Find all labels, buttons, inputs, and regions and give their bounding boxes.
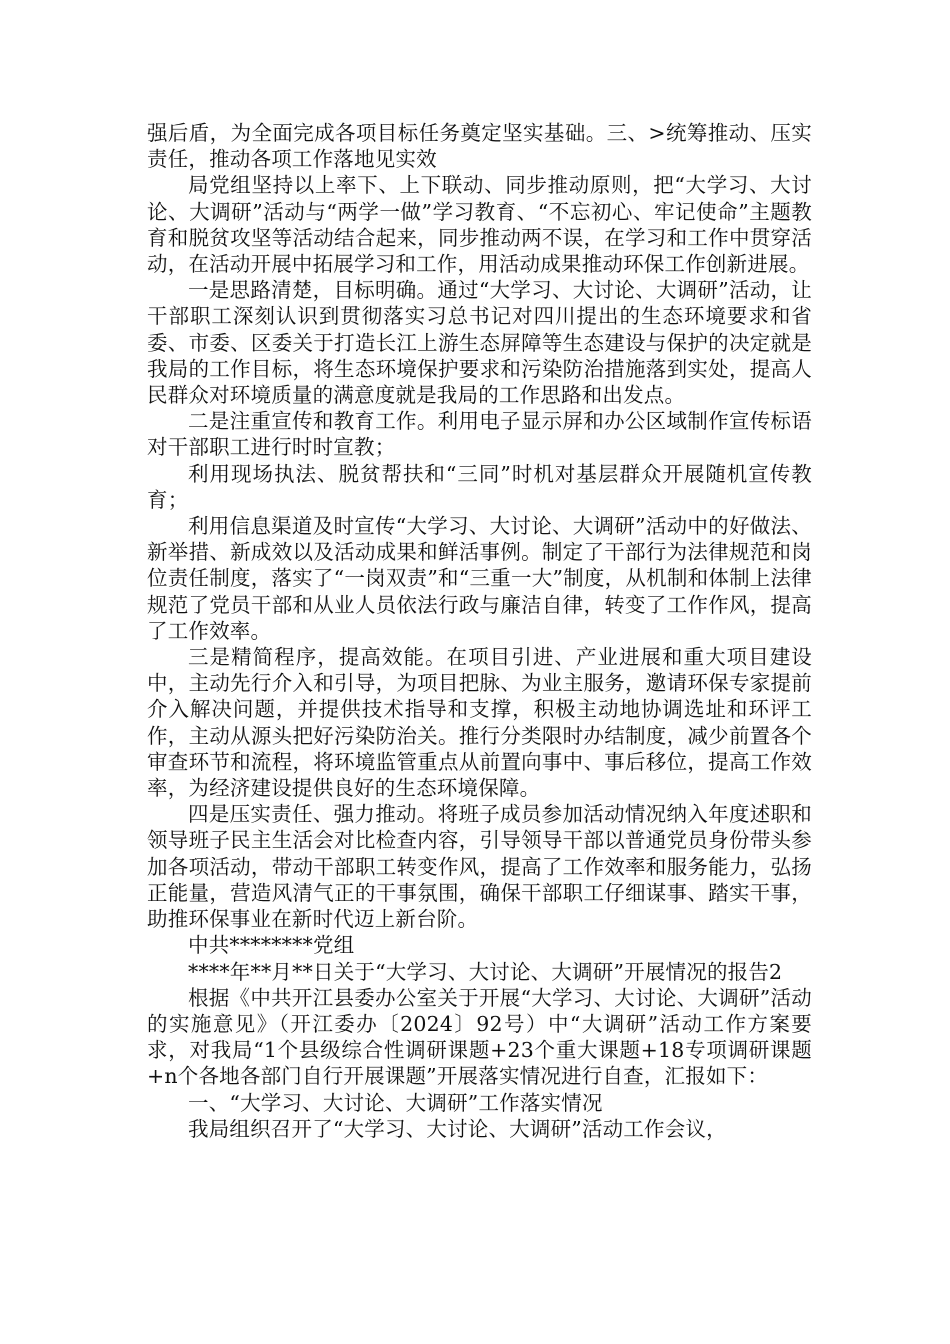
signature-org: 中共********党组: [188, 933, 355, 958]
paragraph: 一是思路清楚，目标明确。通过“大学习、大讨论、大调研”活动，让干部职工深刻认识到贯彻落实习总书记对四川提出的生态环境要求和省委、市委、区委关于打造长江上游生态屏障等生态建设与保护的决定就是我局的工作目标，将生态环境保护要求和污染防治措施落到实处，提高人民群众对环境质量的满意度就是我局的工作思路和出发点。: [147, 278, 812, 408]
paragraph: 根据《中共开江县委办公室关于开展“大学习、大讨论、大调研”活动的实施意见》（开江委办〔2024〕92号）中“大调研”活动工作方案要求，对我局“1个县级综合性调研课题+23个重大课题+18专项调研课题+n个各地各部门自行开展课题”开展落实情况进行自查，汇报如下：: [147, 985, 812, 1089]
paragraph: 局党组坚持以上率下、上下联动、同步推动原则，把“大学习、大讨论、大调研”活动与“两学一做”学习教育、“不忘初心、牢记使命”主题教育和脱贫攻坚等活动结合起来，同步推动两不误，在学习和工作中贯穿活动，在活动开展中拓展学习和工作，用活动成果推动环保工作创新进展。: [147, 173, 812, 277]
document-body: [147, 120, 812, 1142]
paragraph: 利用信息渠道及时宣传“大学习、大讨论、大调研”活动中的好做法、新举措、新成效以及活动成果和鲜活事例。制定了干部行为法律规范和岗位责任制度，落实了“一岗双责”和“三重一大”制度，从机制和体制上法律规范了党员干部和从业人员依法行政与廉洁自律，转变了工作作风，提高了工作效率。: [147, 514, 812, 643]
paragraph: 三是精简程序，提高效能。在项目引进、产业进展和重大项目建设中，主动先行介入和引导，为项目把脉、为业主服务，邀请环保专家提前介入解决问题，并提供技术指导和支撑，积极主动地协调选址和环评工作，主动从源头把好污染防治关。推行分类限时办结制度，减少前置各个审查环节和流程，将环境监管重点从前置向事中、事后移位，提高工作效率，为经济建设提供良好的生态环境保障。: [147, 645, 812, 801]
paragraph: 利用现场执法、脱贫帮扶和“三同”时机对基层群众开展随机宣传教育；: [147, 461, 812, 512]
paragraph: 强后盾，为全面完成各项目标任务奠定坚实基础。三、>统筹推动、压实责任，推动各项工作落地见实效: [147, 121, 812, 172]
section-heading: 一、“大学习、大讨论、大调研”工作落实情况: [188, 1090, 603, 1115]
paragraph: 二是注重宣传和教育工作。利用电子显示屏和办公区域制作宣传标语对干部职工进行时时宣教；: [147, 409, 812, 460]
paragraph: 我局组织召开了“大学习、大讨论、大调研”活动工作会议，: [188, 1116, 727, 1141]
report-title: ****年**月**日关于“大学习、大讨论、大调研”开展情况的报告2: [188, 959, 783, 984]
paragraph: 四是压实责任、强力推动。将班子成员参加活动情况纳入年度述职和领导班子民主生活会对比检查内容，引导领导干部以普通党员身份带头参加各项活动，带动干部职工转变作风，提高了工作效率和服务能力，弘扬正能量，营造风清气正的干事氛围，确保干部职工仔细谋事、踏实干事，助推环保事业在新时代迈上新台阶。: [147, 802, 812, 932]
